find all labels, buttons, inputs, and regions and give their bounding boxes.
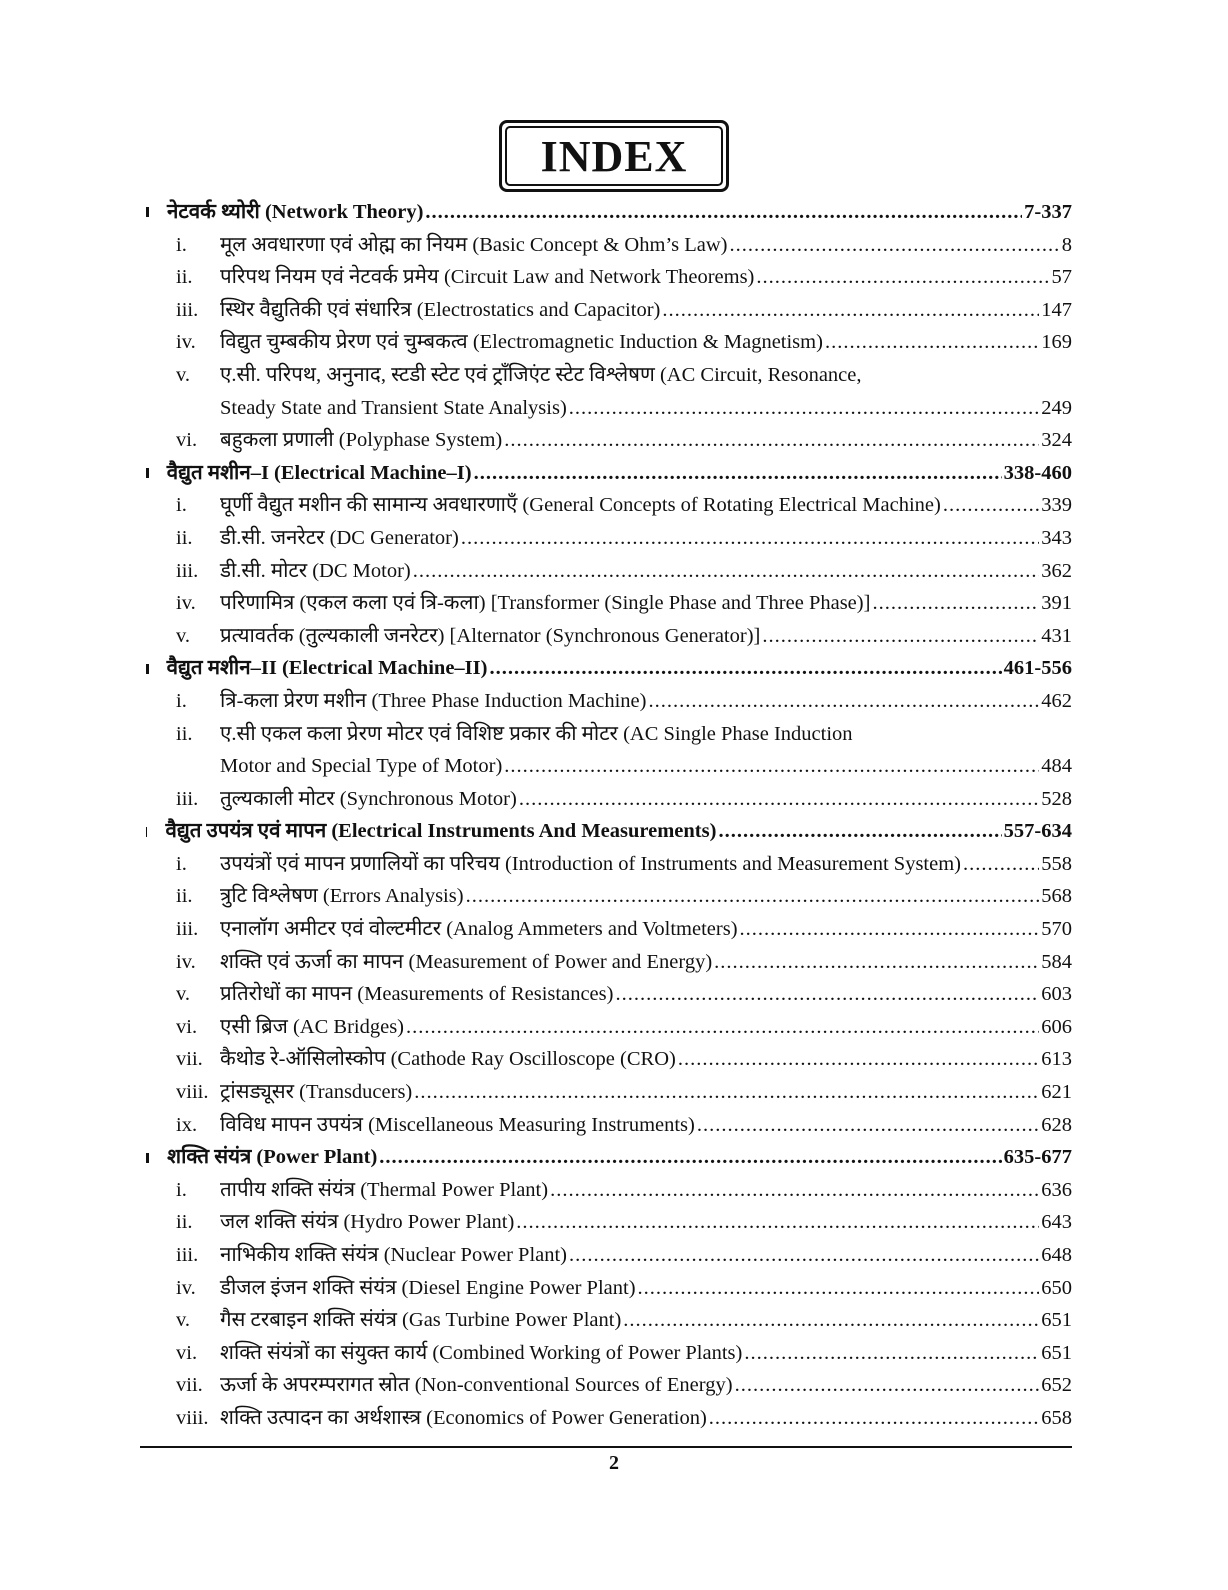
toc-page-number: 651 [1041, 1309, 1072, 1332]
toc-page-number: 339 [1041, 494, 1072, 517]
toc-entry-number: vi. [176, 1341, 198, 1364]
square-bullet-icon [146, 468, 149, 478]
toc-entry-number: iv. [176, 331, 196, 354]
toc-page-number: 338-460 [1003, 461, 1072, 484]
dot-leader [414, 1076, 1039, 1109]
toc-entry-row [140, 685, 1072, 718]
toc-page-number: 391 [1041, 592, 1072, 615]
dot-leader [504, 424, 1039, 457]
toc-entry-title: घूर्णी वैद्युत मशीन की सामान्य अवधारणाएँ (General Concepts of Rotating Electrical Machine) [220, 494, 941, 517]
title-frame [499, 120, 730, 192]
toc-entry-row [140, 1043, 1072, 1076]
toc-entry-number: i. [176, 1178, 187, 1201]
toc-entry-title: प्रतिरोधों का मापन (Measurements of Resistances) [220, 983, 614, 1006]
square-bullet-icon [146, 1153, 149, 1163]
dot-leader [466, 880, 1040, 913]
toc-entry-row [140, 1109, 1072, 1142]
dot-leader [729, 229, 1059, 262]
toc-entry-row [140, 620, 1072, 653]
dot-leader [504, 750, 1039, 783]
toc-entry-number: vii. [176, 1048, 203, 1071]
toc-page-number: 635-677 [1003, 1146, 1072, 1169]
dot-leader [648, 685, 1039, 718]
toc-entry-number: ii. [176, 1211, 193, 1234]
toc-entry-number: iii. [176, 559, 199, 582]
toc-page-number: 621 [1041, 1081, 1072, 1104]
dot-leader [718, 815, 1001, 848]
toc-entry-row [140, 359, 1072, 392]
toc-entry-row [140, 1369, 1072, 1402]
toc-entry-title: कैथोड रे-ऑसिलोस्कोप (Cathode Ray Oscilloscope (CRO) [220, 1048, 676, 1071]
toc-entry-row [140, 1076, 1072, 1109]
toc-entry-row [140, 913, 1072, 946]
toc-entry-title: तुल्यकाली मोटर (Synchronous Motor) [220, 787, 517, 810]
toc-entry-number: i. [176, 494, 187, 517]
toc-entry-number: ii. [176, 526, 193, 549]
dot-leader [519, 783, 1039, 816]
toc-page-number: 603 [1041, 983, 1072, 1006]
dot-leader [740, 913, 1040, 946]
page-title: INDEX [505, 126, 724, 186]
toc-entry-title: स्थिर वैद्युतिकी एवं संधारित्र (Electrostatics and Capacitor) [220, 298, 661, 321]
dot-leader [413, 555, 1040, 588]
toc-entry-title: ऊर्जा के अपरम्परागत स्रोत (Non-conventional Sources of Energy) [220, 1374, 733, 1397]
toc-entry-row [140, 326, 1072, 359]
toc-entry-number: i. [176, 852, 187, 875]
toc-entry-title: बहुकला प्रणाली (Polyphase System) [220, 429, 503, 452]
toc-entry-title: जल शक्ति संयंत्र (Hydro Power Plant) [220, 1211, 515, 1234]
toc-page-number: 652 [1041, 1374, 1072, 1397]
toc-entry-number: i. [176, 233, 187, 256]
toc-section-row [140, 457, 1072, 490]
toc-entry-number: i. [176, 689, 187, 712]
toc-page-number: 147 [1041, 298, 1072, 321]
toc-entry-number: ix. [176, 1113, 198, 1136]
dot-leader [615, 978, 1039, 1011]
toc-page-number: 7-337 [1024, 201, 1072, 223]
toc-entry-row [140, 750, 1072, 783]
toc-entry-title: शक्ति एवं ऊर्जा का मापन (Measurement of Power and Energy) [220, 950, 713, 973]
toc-entry-title: गैस टरबाइन शक्ति संयंत्र (Gas Turbine Power Plant) [220, 1309, 622, 1332]
toc-entry-title: त्रि-कला प्रेरण मशीन (Three Phase Induction Machine) [220, 689, 647, 712]
toc-section-row [140, 652, 1072, 685]
toc-page-number: 636 [1041, 1178, 1072, 1201]
square-bullet-icon [146, 664, 149, 674]
dot-leader [709, 1402, 1039, 1435]
toc-entry-title: वैद्युत मशीन–II (Electrical Machine–II) [166, 657, 488, 680]
dot-leader [762, 620, 1039, 653]
toc-entry-title: शक्ति संयंत्रों का संयुक्त कार्य (Combined Working of Power Plants) [220, 1341, 743, 1364]
toc-entry-title: डी.सी. मोटर (DC Motor) [220, 559, 411, 582]
toc-page-number: 8 [1061, 233, 1072, 256]
toc-section-row [140, 815, 1072, 848]
toc-entry-title: मूल अवधारणा एवं ओह्म का नियम (Basic Concept & Ohm’s Law) [220, 233, 728, 256]
toc-entry-number: v. [176, 983, 191, 1006]
toc-entry-row [140, 1239, 1072, 1272]
toc-entry-title: ए.सी एकल कला प्रेरण मोटर एवं विशिष्ट प्रकार की मोटर (AC Single Phase Induction [220, 722, 853, 745]
toc-entry-row [140, 1011, 1072, 1044]
dot-leader [825, 326, 1039, 359]
dot-leader [425, 196, 1022, 229]
toc-page-number: 362 [1041, 559, 1072, 582]
footer-rule [140, 1446, 1072, 1448]
toc-entry-title: Steady State and Transient State Analysis) [220, 396, 567, 419]
toc-entry-number: v. [176, 624, 191, 647]
toc-entry-title: परिणामित्र (एकल कला एवं त्रि-कला) [Transformer (Single Phase and Three Phase)] [220, 592, 871, 615]
toc-entry-title: त्रुटि विश्लेषण (Errors Analysis) [220, 885, 464, 908]
toc-entry-row [140, 522, 1072, 555]
toc-entry-title: एसी ब्रिज (AC Bridges) [220, 1015, 405, 1038]
toc-page-number: 431 [1041, 624, 1072, 647]
toc-entry-row [140, 1206, 1072, 1239]
toc-page-number: 461-556 [1003, 657, 1072, 680]
toc-entry-row [140, 718, 1072, 751]
toc-entry-title: प्रत्यावर्तक (तुल्यकाली जनरेटर) [Alternator (Synchronous Generator)] [220, 624, 761, 647]
dot-leader [963, 848, 1039, 881]
toc-page-number: 249 [1041, 396, 1072, 419]
toc-entry-title: नेटवर्क थ्योरी (Network Theory) [167, 201, 424, 223]
square-bullet-icon [146, 207, 149, 217]
toc-page-number: 658 [1041, 1406, 1072, 1429]
dot-leader [406, 1011, 1039, 1044]
toc-entry-row [140, 880, 1072, 913]
toc-entry-number: ii. [176, 722, 193, 745]
dot-leader [735, 1369, 1040, 1402]
toc-entry-row [140, 294, 1072, 327]
toc-page-number: 169 [1041, 331, 1072, 354]
toc-entry-row [140, 848, 1072, 881]
toc-entry-title: नाभिकीय शक्ति संयंत्र (Nuclear Power Plant) [220, 1244, 568, 1266]
toc-entry-title: विविध मापन उपयंत्र (Miscellaneous Measuring Instruments) [220, 1113, 695, 1136]
toc-entry-number: iv. [176, 592, 196, 615]
toc-page-number: 651 [1041, 1341, 1072, 1364]
toc-entry-title: वैद्युत मशीन–I (Electrical Machine–I) [166, 461, 472, 484]
toc-entry-title: ट्रांसड्यूसर (Transducers) [220, 1081, 413, 1104]
square-bullet-icon [146, 827, 147, 837]
toc-page-number: 558 [1041, 852, 1072, 875]
toc-entry-title: विद्युत चुम्बकीय प्रेरण एवं चुम्बकत्व (Electromagnetic Induction & Magnetism) [220, 331, 823, 354]
toc-entry-number: iii. [176, 1244, 199, 1266]
toc-entry-row [140, 1174, 1072, 1207]
toc-entry-number: v. [176, 1309, 191, 1332]
dot-leader [756, 261, 1049, 294]
toc-entry-number: iv. [176, 950, 196, 973]
dot-leader [550, 1174, 1039, 1207]
toc-entry-number: vii. [176, 1374, 203, 1397]
toc-entry-number: iii. [176, 918, 199, 941]
toc-entry-number: v. [176, 363, 191, 386]
dot-leader [379, 1141, 1001, 1174]
dot-leader [678, 1043, 1039, 1076]
toc-page-number: 650 [1041, 1276, 1072, 1299]
toc-entry-number: ii. [176, 266, 193, 289]
toc-page-number: 606 [1041, 1015, 1072, 1038]
dot-leader [474, 457, 1002, 490]
dot-leader [461, 522, 1039, 555]
toc-entry-row [140, 229, 1072, 262]
toc-page-number: 528 [1041, 787, 1072, 810]
toc-page-number: 643 [1041, 1211, 1072, 1234]
dot-leader [569, 392, 1039, 425]
dot-leader [569, 1239, 1039, 1272]
toc-page-number: 628 [1041, 1113, 1072, 1136]
toc-entry-title: शक्ति संयंत्र (Power Plant) [167, 1146, 378, 1169]
toc-entry-row [140, 261, 1072, 294]
page-number: 2 [609, 1452, 619, 1474]
toc-entry-title: डीजल इंजन शक्ति संयंत्र (Diesel Engine Power Plant) [220, 1276, 636, 1299]
toc-entry-title: Motor and Special Type of Motor) [220, 755, 503, 778]
toc-entry-title: एनालॉग अमीटर एवं वोल्टमीटर (Analog Ammeters and Voltmeters) [220, 918, 738, 941]
toc-entry-number: viii. [176, 1081, 209, 1104]
toc-page-number: 557-634 [1003, 820, 1072, 843]
table-of-contents [140, 196, 1072, 1435]
toc-entry-row [140, 1272, 1072, 1305]
toc-page-number: 584 [1041, 950, 1072, 973]
toc-entry-title: डी.सी. जनरेटर (DC Generator) [220, 526, 459, 549]
dot-leader [516, 1206, 1039, 1239]
toc-entry-title: शक्ति उत्पादन का अर्थशास्त्र (Economics of Power Generation) [220, 1406, 707, 1429]
toc-entry-title: परिपथ नियम एवं नेटवर्क प्रमेय (Circuit Law and Network Theorems) [220, 266, 755, 289]
toc-page-number: 568 [1041, 885, 1072, 908]
toc-page-number: 462 [1041, 689, 1072, 712]
toc-entry-row [140, 424, 1072, 457]
toc-entry-row [140, 946, 1072, 979]
toc-entry-row [140, 1337, 1072, 1370]
toc-entry-title: उपयंत्रों एवं मापन प्रणालियों का परिचय (Introduction of Instruments and Measurement System) [220, 852, 961, 875]
dot-leader [744, 1337, 1039, 1370]
toc-page-number: 343 [1041, 526, 1072, 549]
toc-entry-number: vi. [176, 1015, 198, 1038]
toc-entry-number: vi. [176, 429, 198, 452]
toc-page-number: 570 [1041, 918, 1072, 941]
dot-leader [943, 489, 1039, 522]
toc-entry-row [140, 555, 1072, 588]
dot-leader [489, 652, 1001, 685]
dot-leader [697, 1109, 1039, 1142]
toc-page-number: 57 [1051, 266, 1072, 289]
toc-page-number: 484 [1041, 755, 1072, 778]
dot-leader [623, 1304, 1039, 1337]
toc-entry-row [140, 587, 1072, 620]
toc-entry-title: वैद्युत उपयंत्र एवं मापन (Electrical Instruments And Measurements) [165, 820, 717, 843]
toc-entry-number: iii. [176, 787, 199, 810]
toc-page-number: 613 [1041, 1048, 1072, 1071]
toc-entry-row [140, 978, 1072, 1011]
dot-leader [872, 587, 1039, 620]
dot-leader [638, 1272, 1040, 1305]
toc-entry-row [140, 489, 1072, 522]
toc-entry-row [140, 783, 1072, 816]
toc-entry-number: iv. [176, 1276, 196, 1299]
dot-leader [662, 294, 1039, 327]
toc-entry-number: ii. [176, 885, 193, 908]
toc-section-row [140, 1141, 1072, 1174]
toc-entry-title: तापीय शक्ति संयंत्र (Thermal Power Plant) [220, 1178, 549, 1201]
toc-entry-title: ए.सी. परिपथ, अनुनाद, स्टडी स्टेट एवं ट्रॉंजिएंट स्टेट विश्लेषण (AC Circuit, Resonance, [220, 363, 862, 386]
toc-entry-number: iii. [176, 298, 199, 321]
toc-entry-row [140, 392, 1072, 425]
title-area [0, 120, 1228, 192]
toc-entry-row [140, 1402, 1072, 1435]
toc-section-row [140, 196, 1072, 229]
toc-page-number: 648 [1041, 1244, 1072, 1266]
toc-entry-row [140, 1304, 1072, 1337]
toc-entry-number: viii. [176, 1406, 209, 1429]
toc-page-number: 324 [1041, 429, 1072, 452]
dot-leader [714, 946, 1039, 979]
